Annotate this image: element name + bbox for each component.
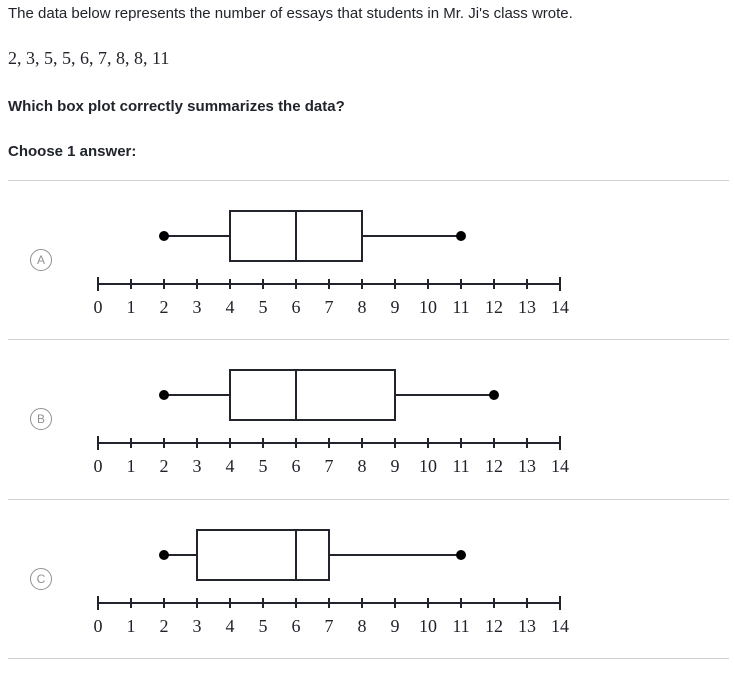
choice-a-tick-label: 2 bbox=[159, 297, 169, 317]
choice-b-tick-label: 2 bbox=[159, 456, 169, 476]
choice-a-min-point bbox=[159, 231, 169, 241]
choice-c-tick-label: 12 bbox=[485, 616, 503, 636]
choice-c-boxplot bbox=[0, 500, 735, 658]
choice-a-tick-label: 7 bbox=[324, 297, 334, 317]
choice-a-tick-label: 4 bbox=[225, 297, 235, 317]
choice-c-tick-label: 11 bbox=[452, 616, 470, 636]
choice-c-tick-label: 9 bbox=[390, 616, 400, 636]
choice-a-tick-label: 8 bbox=[357, 297, 367, 317]
choice-a-tick-label: 11 bbox=[452, 297, 470, 317]
data-list: 2, 3, 5, 5, 6, 7, 8, 8, 11 bbox=[8, 48, 170, 68]
choice-b[interactable] bbox=[0, 340, 735, 498]
choice-a-max-point bbox=[456, 231, 466, 241]
choice-c-letter[interactable]: C bbox=[30, 568, 52, 590]
choice-a-tick-label: 1 bbox=[126, 297, 136, 317]
choice-b-tick-label: 14 bbox=[551, 456, 569, 476]
choice-b-tick-label: 12 bbox=[485, 456, 503, 476]
choice-c-tick-label: 10 bbox=[419, 616, 437, 636]
choice-a-letter[interactable]: A bbox=[30, 249, 52, 271]
choice-c-tick-label: 5 bbox=[258, 616, 268, 636]
choice-b-tick-label: 8 bbox=[357, 456, 367, 476]
question-text: Which box plot correctly summarizes the data? bbox=[8, 98, 345, 115]
choice-a-tick-label: 14 bbox=[551, 297, 569, 317]
choice-b-min-point bbox=[159, 390, 169, 400]
choice-c[interactable] bbox=[0, 500, 735, 658]
choice-b-boxplot bbox=[0, 340, 735, 498]
choice-b-tick-label: 1 bbox=[126, 456, 136, 476]
choice-c-tick-label: 2 bbox=[159, 616, 169, 636]
choice-b-tick-label: 6 bbox=[291, 456, 301, 476]
choice-c-box bbox=[197, 530, 329, 580]
choice-a-tick-label: 3 bbox=[192, 297, 202, 317]
choice-c-tick-label: 1 bbox=[126, 616, 136, 636]
choice-c-tick-label: 0 bbox=[93, 616, 103, 636]
divider-bottom bbox=[8, 658, 729, 659]
choice-a-tick-label: 6 bbox=[291, 297, 301, 317]
choice-a[interactable] bbox=[0, 181, 735, 339]
choice-c-tick-label: 8 bbox=[357, 616, 367, 636]
choice-b-tick-label: 3 bbox=[192, 456, 202, 476]
choice-a-boxplot bbox=[0, 181, 735, 339]
choice-b-letter[interactable]: B bbox=[30, 408, 52, 430]
choice-c-tick-label: 6 bbox=[291, 616, 301, 636]
choice-b-tick-label: 10 bbox=[419, 456, 437, 476]
choice-b-tick-label: 13 bbox=[518, 456, 536, 476]
choice-b-tick-label: 0 bbox=[93, 456, 103, 476]
choice-c-tick-label: 4 bbox=[225, 616, 235, 636]
problem-intro: The data below represents the number of essays that students in Mr. Ji's class wrote. bbox=[8, 5, 573, 22]
choice-b-tick-label: 4 bbox=[225, 456, 235, 476]
choice-b-tick-label: 5 bbox=[258, 456, 268, 476]
choice-c-min-point bbox=[159, 550, 169, 560]
choice-c-max-point bbox=[456, 550, 466, 560]
choice-a-tick-label: 9 bbox=[390, 297, 400, 317]
choice-a-tick-label: 10 bbox=[419, 297, 437, 317]
choice-a-tick-label: 0 bbox=[93, 297, 103, 317]
choice-b-box bbox=[230, 370, 395, 420]
choice-a-tick-label: 5 bbox=[258, 297, 268, 317]
choice-c-tick-label: 3 bbox=[192, 616, 202, 636]
choice-b-tick-label: 7 bbox=[324, 456, 334, 476]
choice-a-tick-label: 13 bbox=[518, 297, 536, 317]
choose-instruction: Choose 1 answer: bbox=[8, 143, 137, 160]
choice-b-max-point bbox=[489, 390, 499, 400]
choice-c-tick-label: 14 bbox=[551, 616, 569, 636]
choice-a-tick-label: 12 bbox=[485, 297, 503, 317]
choice-c-tick-label: 7 bbox=[324, 616, 334, 636]
choice-c-tick-label: 13 bbox=[518, 616, 536, 636]
choice-b-tick-label: 11 bbox=[452, 456, 470, 476]
choice-b-tick-label: 9 bbox=[390, 456, 400, 476]
